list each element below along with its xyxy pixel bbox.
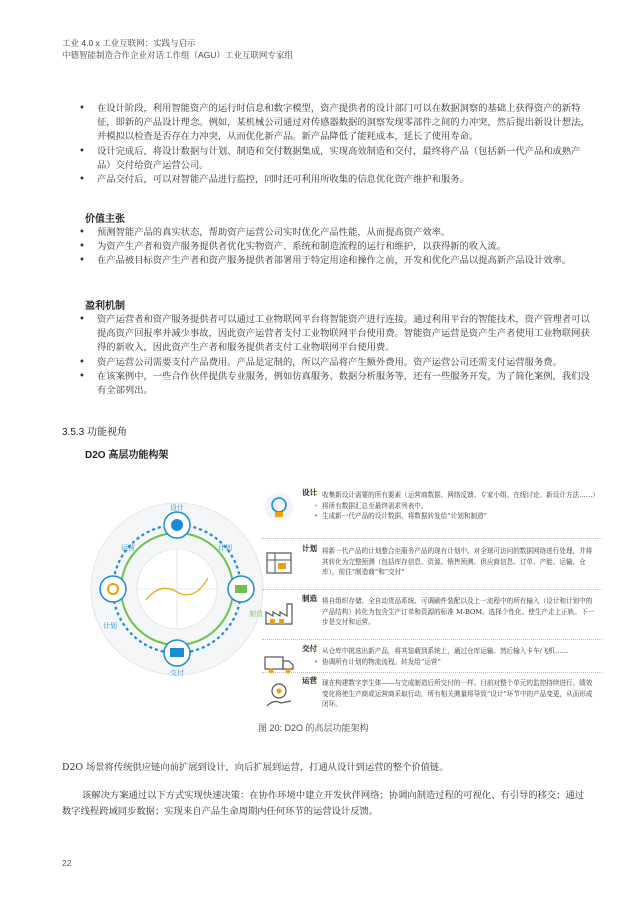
stage-manufacture — [262, 596, 602, 636]
truck-icon — [262, 646, 296, 680]
bullet-item: • 预测智能产品的真实状态，帮助资产运营公司实时优化产品性能，从而提高资产效率。 — [85, 226, 590, 240]
d2o-cycle-diagram — [88, 500, 266, 678]
cycle-label-operate: 运营 — [121, 545, 135, 552]
stage-label: 计划 — [302, 544, 317, 553]
value-heading: 价值主张 — [85, 214, 125, 225]
factory-icon — [235, 585, 247, 593]
stage-item: • 从仓库中挑选出新产品，将其装载到系统上，通过仓库运输。然后输入卡车/飞机…… — [314, 646, 596, 657]
subsection-heading: D2O 高层功能构架 — [85, 450, 169, 461]
cycle-label-plan: 计划 — [218, 545, 232, 552]
body-paragraph: D2O 场景将传统供应链向前扩展到设计，向后扩展到运营，打通从设计到运营的整个价值链。 — [62, 762, 449, 773]
bullet-item: • 资产运营者和资产服务提供者可以通过工业物联网平台将智能资产进行连接。通过利用平台的智能技术，资产管理者可以提高资产回报率并减少事故，因此资产运营者支付工业物联网平台使用费。智能资产运营是资产生产者使用工业物联网获得的新收入，因此资产生产者和服务提供者支付工业物联网平台使用费。 — [85, 313, 590, 356]
stage-item: • 将新一代产品的计划整合至服务产品的现有计划中。对全球可访问的数据网络进行处理，并将其转化为完整预测（包括库存信息、资源、销售预测、供应商信息、订单、产能、运输、仓库），前往“制造商”和“交付” — [314, 546, 596, 578]
profit-heading: 盈利机制 — [85, 301, 125, 312]
bullet-item: • 在该案例中，一些合作伙伴提供专业服务，例如仿真服务、数据分析服务等，还有一些服务开发，为了简化案例，我们没有全部列出。 — [85, 370, 590, 398]
stage-label: 交付 — [302, 644, 317, 653]
design-bullets — [85, 102, 590, 187]
cycle-label-design: 设计 — [170, 505, 184, 512]
bullet-item: • 产品交付后，可以对智能产品进行监控，同时还可利用所收集的信息优化资产维护和服务。 — [85, 173, 590, 187]
header-line-1: 工业 4.0 x 工业互联网：实践与启示 — [62, 38, 196, 48]
stage-item: • 生成新一代产品的设计数据，将数据转发给“计划和制造” — [314, 511, 596, 522]
cycle-label-manufacture: 制造 — [249, 611, 263, 618]
stage-item: • 将自组织存储、全自动货品系统、可调刷件装配以及上一流程中的所有输入（设计和计划中的产品结构）转化为包含生产订单和资源的标准 M-BOM。选择个性化、使生产走上正轨。下一步是交付和运营。 — [314, 596, 596, 628]
stage-operate — [262, 678, 602, 718]
cycle-label-deliver: 交付 — [170, 670, 184, 677]
stage-item: • 将所有数据汇总至最终需求列表中。 — [314, 501, 596, 512]
stage-label: 制造 — [302, 594, 317, 603]
bullet-item: • 在设计阶段，利用智能资产的运行时信息和数字模型，资产提供者的设计部门可以在数据洞察的基础上获得资产的新特征，即新的产品设计理念。例如，某机械公司通过对传感器数据的洞察发现零部件之间的力冲突，然后提出新设计想法，并模拟以检查是否存在力冲突，从而优化新产品。新产品降低了能耗成本，延长了使用寿命。 — [85, 102, 590, 145]
page-number: 22 — [62, 858, 72, 868]
body-paragraph: 该解决方案通过以下方式实现快速决策：在协作环境中建立开发伙伴网络；协调向制造过程的可视化、有引导的移交；通过数字线程跨域同步数据；实现来自产品生命周期内任何环节的运营设计反馈。 — [62, 790, 585, 817]
stage-item: • 收集新设计需要的所有要素（运营商数据、网络反馈、专家小组、在线讨论、新设计方法……） — [314, 490, 596, 501]
operate-node — [100, 576, 126, 602]
stage-divider — [262, 589, 602, 590]
stage-item: • 协调所有计划的物流流程。转发给“运营” — [314, 657, 596, 668]
stage-divider — [262, 672, 602, 673]
bullet-item: • 为资产生产者和资产服务提供者优化实物资产、系统和制造流程的运行和维护，以获得新的收入流。 — [85, 240, 590, 254]
design-bulb-icon — [262, 490, 296, 524]
stage-plan — [262, 546, 602, 584]
planning-grid-icon — [262, 546, 296, 580]
design-icon — [171, 519, 183, 531]
bullet-item: • 资产运营公司需要支付产品费用。产品是定制的，所以产品将产生额外费用。资产运营公司还需支付运营服务费。 — [85, 356, 590, 370]
profit-bullets — [85, 313, 590, 398]
section-heading: 3.5.3 功能视角 — [62, 427, 128, 438]
stage-design — [262, 490, 602, 534]
factory-icon — [262, 596, 296, 630]
stage-label: 设计 — [302, 488, 317, 497]
stage-label: 运营 — [302, 676, 317, 685]
figure-caption: 图 20: D2O 的高层功能架构 — [258, 723, 369, 733]
running-header — [62, 37, 293, 61]
stage-divider — [262, 639, 602, 640]
bullet-item: • 在产品被目标资产生产者和资产服务提供者部署用于特定用途和操作之前，开发和优化产品以提高新产品设计效率。 — [85, 254, 590, 268]
truck-icon — [170, 648, 184, 657]
header-line-2: 中德智能制造合作企业对话工作组（AGU）工业互联网专家组 — [62, 50, 293, 60]
stage-item: • 现在构建数字孪生体——与完成制造后所交付的一样。目前对整个单元的监控持续进行。绩效变化将使生产商或运营商采取行动，所有相关测量将导致“设计”环节中的产品变更，从而形成闭环。 — [314, 678, 596, 710]
operate-hand-icon — [262, 678, 296, 712]
stage-divider — [262, 538, 602, 539]
value-bullets — [85, 226, 590, 269]
cycle-label-plan-left: 计划 — [103, 623, 117, 630]
bullet-item: • 设计完成后，将设计数据与计划、制造和交付数据集成，实现高效制造和交付，最终将产品（包括新一代产品和成熟产品）交付给资产运营公司。 — [85, 145, 590, 173]
